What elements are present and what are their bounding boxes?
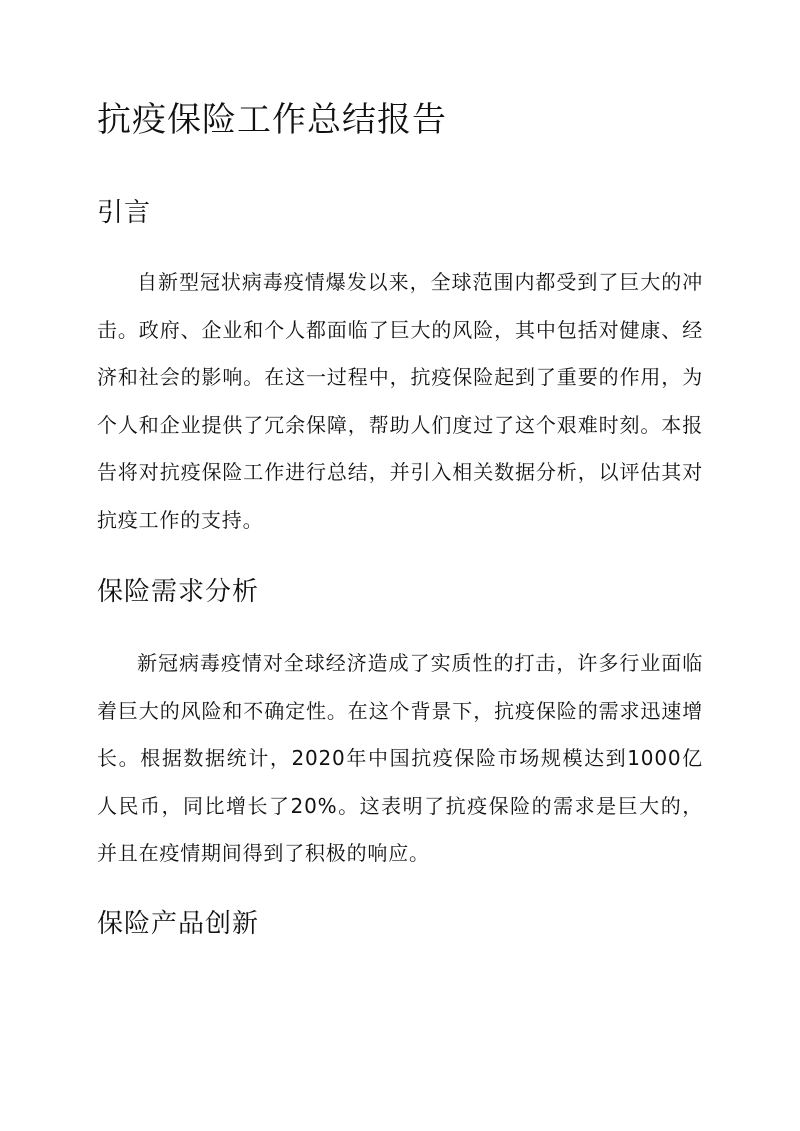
- introduction-paragraph: 自新型冠状病毒疫情爆发以来，全球范围内都受到了巨大的冲击。政府、企业和个人都面临了巨大的风险，其中包括对健康、经济和社会的影响。在这一过程中，抗疫保险起到了重要的作用，为个人和企业提供了冗余保障，帮助人们度过了这个艰难时刻。本报告将对抗疫保险工作进行总结，并引入相关数据分析，以评估其对抗疫工作的支持。: [97, 270, 703, 532]
- demand-analysis-paragraph: 新冠病毒疫情对全球经济造成了实质性的打击，许多行业面临着巨大的风险和不确定性。在这个背景下，抗疫保险的需求迅速增长。根据数据统计，2020年中国抗疫保险市场规模达到1000亿人民币，同比增长了20%。这表明了抗疫保险的需求是巨大的，并且在疫情期间得到了积极的响应。: [97, 651, 703, 866]
- section-heading-demand-analysis: 保险需求分析: [97, 577, 260, 607]
- section-heading-product-innovation: 保险产品创新: [97, 909, 260, 939]
- document-title: 抗疫保险工作总结报告: [97, 100, 447, 140]
- section-heading-introduction: 引言: [97, 198, 152, 228]
